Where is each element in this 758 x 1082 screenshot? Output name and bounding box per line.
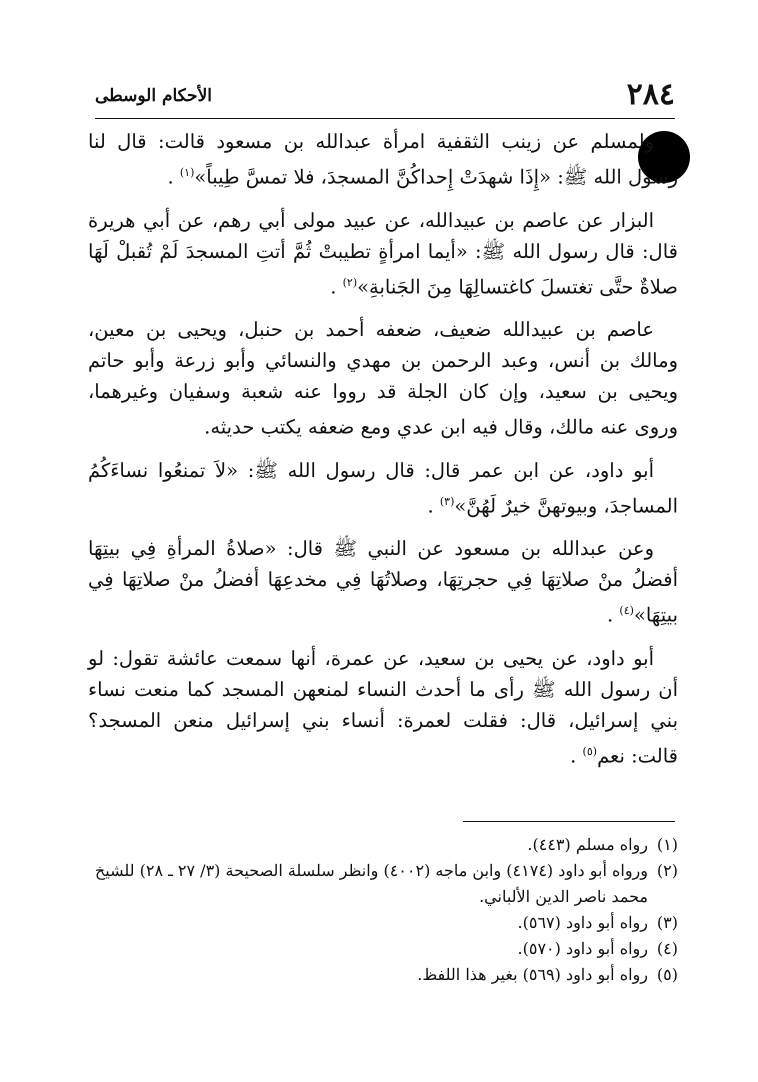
paragraph-bazzar: البزار عن عاصم بن عبيدالله، عن عبيد مولى أبي رهم، عن أبي هريرة قال: قال رسول الله ﷺ: «أيما امرأةٍ تطيبتْ ثُمَّ أتتِ المسجدَ لَمْ تُقبلْ لَهَا صلاةٌ حتَّى تغتسلَ كاغتسالِهَا مِنَ الجَنابةِ»$^{(٢)}$ .	[88, 208, 678, 298]
paragraph-ibn-masud: وعن عبدالله بن مسعود عن النبي ﷺ قال: «صلاةُ المرأةِ فِي بيتِهَا أفضلُ منْ صلاتِهَا فِي حجرتِهَا، وصلاتُهَا فِي مخدعِهَا أفضلُ منْ صلاتِهَا فِي بيتِهَا»$^{(٤)}$ .	[88, 537, 678, 627]
body-text	[88, 126, 678, 783]
footnote-item	[88, 936, 678, 962]
paragraph-abu-dawud-ibn-umar: أبو داود، عن ابن عمر قال: قال رسول الله ﷺ: «لاَ تمنعُوا نساءَكُمُ المساجدَ، وبيوتهنَّ خيرٌ لَهُنَّ»$^{(٣)}$ .	[88, 458, 678, 517]
footnote-text: رواه أبو داود (٥٦٩) بغير هذا اللفظ.	[417, 965, 648, 984]
footnote-rule	[463, 821, 675, 822]
footnote-number: (٣)	[656, 913, 678, 932]
footnote-text: رواه أبو داود (٥٦٧).	[517, 913, 648, 932]
footnote-ref: (٥)	[582, 744, 598, 758]
footnote-text: رواه مسلم (٤٤٣).	[527, 835, 648, 854]
header-rule	[95, 118, 675, 119]
running-title: الأحكام الوسطى	[95, 86, 212, 106]
footnote-item	[88, 910, 678, 936]
footnote-item	[88, 962, 678, 988]
footnote-number: (٥)	[656, 965, 678, 984]
footnote-ref: (٤)	[619, 604, 634, 617]
footnote-item	[88, 832, 678, 858]
paragraph-asim-weak: عاصم بن عبيدالله ضعيف، ضعفه أحمد بن حنبل، ويحيى بن معين، ومالك بن أنس، وعبد الرحمن بن مهدي والنسائي وأبو زرعة وأبو حاتم ويحيى بن سعيد، وإن كان الجلة قد رووا عنه شعبة وسفيان وغيرهما، وروى عنه مالك، وقال فيه ابن عدي ومع ضعفه يكتب حديثه.	[88, 318, 678, 439]
paragraph-aisha: أبو داود، عن يحيى بن سعيد، عن عمرة، أنها سمعت عائشة تقول: لو أن رسول الله ﷺ رأى ما أحدث النساء لمنعهن المسجد كما منعت نساء بني إسرائيل، قال: فقلت لعمرة: أنساء بني إسرائيل منعن المسجد؟ قالت: نعم$^{(٥)}$ .	[88, 646, 678, 767]
footnote-item	[88, 858, 678, 910]
footnote-number: (٤)	[656, 939, 678, 958]
page-number: ٢٨٤	[626, 77, 675, 112]
paragraph-muslim-zaynab: ولمسلم عن زينب الثقفية امرأة عبدالله بن مسعود قالت: قال لنا رسول الله ﷺ: «إِذَا شهدَتْ إِحداكُنَّ المسجدَ، فلا تمسَّ طِيباً»$^{(١)}$ .	[88, 130, 678, 189]
footnote-ref: (١)	[179, 166, 195, 179]
page-header	[95, 78, 675, 112]
footnote-ref: (٣)	[439, 494, 455, 508]
footnote-number: (١)	[656, 835, 678, 854]
footnote-text: ورواه أبو داود (٤١٧٤) وابن ماجه (٤٠٠٢) وانظر سلسلة الصحيحة (٣/ ٢٧ ـ ٢٨) للشيخ محمد ناصر الدين الألباني.	[94, 861, 648, 906]
footnotes	[88, 832, 678, 988]
footnote-number: (٢)	[656, 861, 678, 880]
footnote-text: رواه أبو داود (٥٧٠).	[517, 939, 648, 958]
footnote-ref: (٢)	[342, 275, 358, 289]
